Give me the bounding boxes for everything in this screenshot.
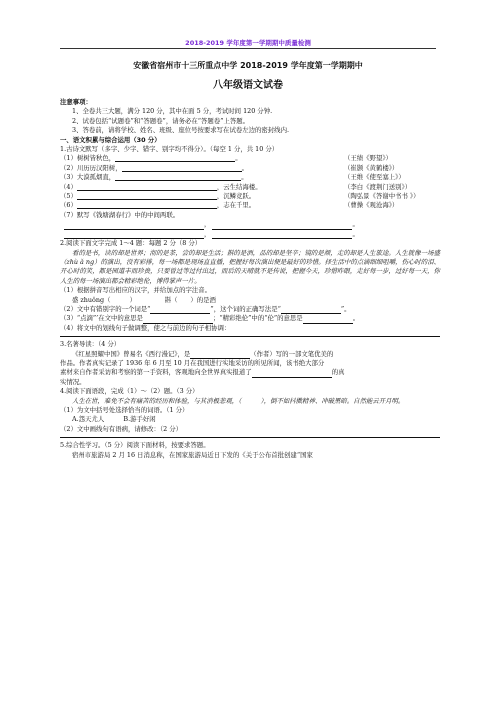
q4-sub1: （1）为文中括号处选择恰当的词语。（1 分） (60, 406, 189, 414)
q5-stem: 5.综合性学习。（5 分）阅读下面材料，按要求答题。 (60, 441, 210, 450)
answer-blank[interactable] (303, 316, 353, 324)
q4-stem: 4.阅读下面语段，完成（1）～（2）题。（3 分） (60, 387, 199, 396)
answer-blank[interactable] (212, 231, 352, 239)
answer-blank[interactable] (77, 201, 217, 209)
q1-line: （4） ，云生结海楼。 （李白《渡荆门送别》） (60, 182, 412, 191)
q1-line-7: （7）默写《钱塘湖春行》中的中间两联。 (60, 210, 180, 219)
school-title: 安徽省宿州市十三所重点中学 2018-2019 学年度第一学期期中 (133, 61, 363, 70)
answer-blank[interactable] (150, 306, 210, 314)
q1-line: （1）树树皆秋色， 。 （王绩《野望》） (60, 154, 392, 163)
notice-item: 2、试卷包括“试题卷”和“答题卷”，请务必在“答题卷”上答题。 (72, 116, 250, 125)
q2-passage: 看的是书，读的却是世界；沏的是茶，尝的却是生活；斟的是酒，品的却是坚辛；镜的是颜，走的却是人生旅途。人生就像一场盛（zhù ǎ ng）的演出，没有彩排，每一场都是现场直直播，把握好每次演出便是最好的珍惜。择生活中的点滴细细咀嚼，伤心时的泪、开心时的笑，都是园道丰而珍贵，只要曾过等过付出过，而后的天晴就不是传说，把握今天，珍惜昨眼，走好每一步，过好每一天，你人生的每一场演出都会精彩绝伦，博得掌声一片。 (60, 248, 440, 285)
q1-line: （2）川历历汉阳树， 。 （崔颢《黄鹤楼》） (60, 163, 399, 172)
answer-blank[interactable] (252, 370, 332, 378)
answer-blank[interactable] (122, 164, 242, 172)
q4-options: A.怨天尤人 B.游手好闲 (72, 415, 156, 424)
q1-line: （5） ，沉鳞竞跃。 （陶弘景《答谢中书书 》） (60, 192, 420, 201)
q4-sub2: （2）文中画线句有语病，请修改：（2 分） (60, 424, 182, 433)
answer-line[interactable] (60, 336, 440, 337)
answer-blank[interactable] (64, 222, 204, 230)
q1-line: （6） ，志在千里。 （曹操《观沧海》） (60, 201, 399, 210)
answer-blank[interactable] (77, 192, 217, 200)
q3-line: 素材来自作者采访和考察的第一手资料，客观地向全世界真实报道了 的真 (60, 368, 345, 377)
q2-sub1-pinyin: 盛 zhuǒng（ ） 斟（ ）的是酒 (72, 295, 216, 304)
q2-sub4: （4）将文中的划线句子做调整，使之与前边的句子相协调： (60, 323, 231, 332)
q2-stem: 2.阅读下面文字完成 1～4 题：每题 2 分（8 分） (60, 239, 202, 248)
answer-blank[interactable] (143, 316, 213, 324)
q5-line: 宿州市旅游局 2 月 16 日消息称，在国家旅游局近日下发的《关于公布首批创建“国家 (72, 450, 313, 459)
q2-sub3: （3）“点滴”’在文中的意思是 ；“精彩绝伦”中的“伦”的意思是 。 (60, 314, 360, 323)
q1-blank-row: ， 。 (60, 230, 440, 239)
exam-title: 八年级语文试卷 (213, 80, 283, 91)
exam-content (60, 98, 440, 460)
q1-blank-row: ， 。 (60, 220, 440, 229)
answer-blank[interactable] (115, 154, 235, 162)
answer-blank[interactable] (64, 231, 204, 239)
running-header: 2018-2019 学年度第一学期期中质量检测 (185, 39, 311, 47)
q2-sub1: （1）根据拼音写出相应的汉字，并给加点的字注音。 (60, 286, 212, 295)
q3-line: 实情况。 (60, 377, 86, 386)
q3-line: 《红星照耀中国》曾易名《西行漫记》，是 （作者）写的一部文笔优美的 (72, 349, 334, 358)
q1-line: （3）大漠孤烟直， 。 （王维《使至塞上》） (60, 173, 405, 182)
q1-stem: 1.古诗文默写（多字、少字、错字、别字均不得分）。（每空 1 分，共 10 分） (60, 145, 279, 154)
answer-blank[interactable] (77, 183, 217, 191)
q4-passage: 人生在世，难免不会有痛苦的经历和体验，与其消极悲观，（ ），倒不如抖擞精神、冲破黑暗。自然能云开月明。 (72, 396, 405, 405)
q3-stem: 3.名著导读：（4 分） (60, 340, 121, 349)
answer-blank[interactable] (281, 306, 341, 314)
header-divider (60, 48, 436, 49)
notice-item: 3、答卷前，请将学校、姓名、班级、座位号按要求写在试卷左边的密封线内. (72, 126, 289, 135)
section1-title: 一、语文积累与综合运用（30 分） (60, 135, 161, 144)
answer-blank[interactable] (212, 222, 352, 230)
answer-blank[interactable] (115, 173, 241, 181)
q3-line: 作品。作者真实记录了 1936 年 6 月至 10 月在我国进行实地采访的所见所闻，该书绝大部分 (60, 358, 325, 367)
notice-item: 1、全卷共三大题，满分 120 分，其中在面 5 分，考试时间 120 分钟. (72, 107, 273, 116)
answer-line[interactable] (60, 437, 440, 438)
notice-title: 注意事项： (60, 98, 92, 106)
answer-blank[interactable] (190, 351, 250, 359)
q2-sub2: （2）文中有错别字的一个词是“ ”，这个词的正确写法是“ ”。 (60, 304, 351, 313)
